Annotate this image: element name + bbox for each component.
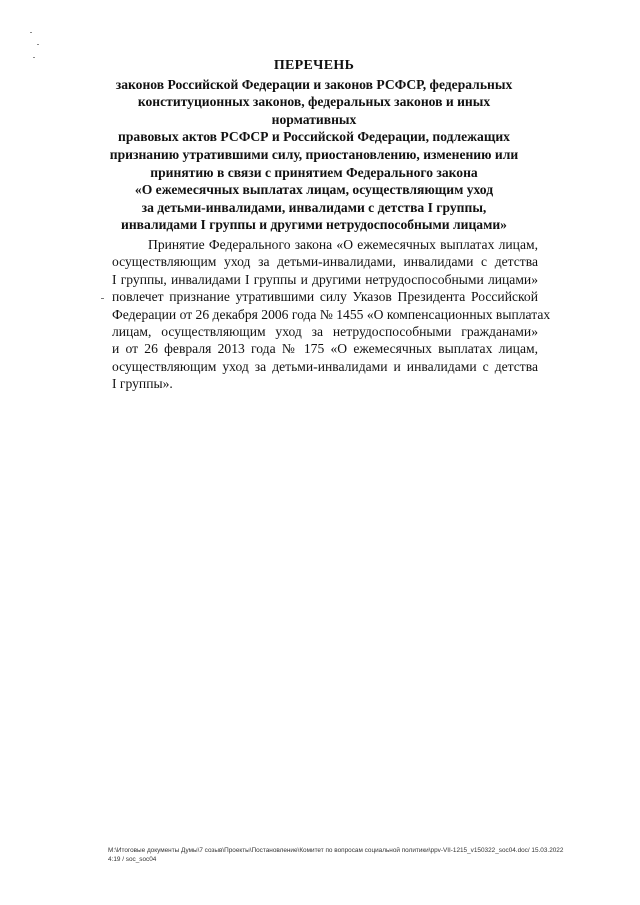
body-line: Федерации от 26 декабря 2006 года № 1455 «О компенсационных выплатах xyxy=(112,306,551,322)
scan-specks xyxy=(28,30,58,70)
body-line: лицам, осуществляющим уход за нетрудоспособными гражданами» xyxy=(112,324,538,340)
body-line: осуществляющим уход за детьми-инвалидами, инвалидами с детства xyxy=(112,254,538,270)
title-line: принятию в связи с принятием Федерального закона xyxy=(150,164,478,180)
body-line: осуществляющим уход за детьми-инвалидами и инвалидами с детства xyxy=(112,358,538,374)
margin-mark xyxy=(101,298,104,299)
body-line: Принятие Федерального закона «О ежемесячных выплатах лицам, xyxy=(148,237,538,252)
title-line: законов Российской Федерации и законов РСФСР, федеральных xyxy=(115,76,513,92)
body-line: I группы, инвалидами I группы и другими нетрудоспособными лицами» xyxy=(112,271,538,287)
footer-line: M:\Итоговые документы Думы\7 созыв\Проекты\Постановление\Комитет по вопросам социальной политики\ppv-VII-1215_v150322_soc04.doc/ 15.03.2022 xyxy=(108,847,564,854)
footer-line: 4:19 / soc_soc04 xyxy=(108,856,157,863)
body-paragraph xyxy=(112,236,551,393)
body-line: I группы». xyxy=(112,376,173,392)
document-title xyxy=(96,57,532,234)
body-line: и от 26 февраля 2013 года № 175 «О ежемесячных выплатах лицам, xyxy=(112,341,538,357)
title-line: инвалидами I группы и другими нетрудоспособными лицами» xyxy=(121,217,507,233)
title-line: «О ежемесячных выплатах лицам, осуществляющим уход xyxy=(134,182,494,198)
title-line: конституционных законов, федеральных законов и иных нормативных xyxy=(137,94,491,127)
title-heading: ПЕРЕЧЕНЬ xyxy=(273,58,355,73)
body-line: повлечет признание утратившими силу Указов Президента Российской xyxy=(112,289,538,305)
file-path-footer xyxy=(108,846,618,864)
title-line: правовых актов РСФСР и Российской Федерации, подлежащих xyxy=(118,129,510,145)
title-line: за детьми-инвалидами, инвалидами с детства I группы, xyxy=(141,199,487,215)
title-line: признанию утратившими силу, приостановлению, изменению или xyxy=(109,146,519,162)
